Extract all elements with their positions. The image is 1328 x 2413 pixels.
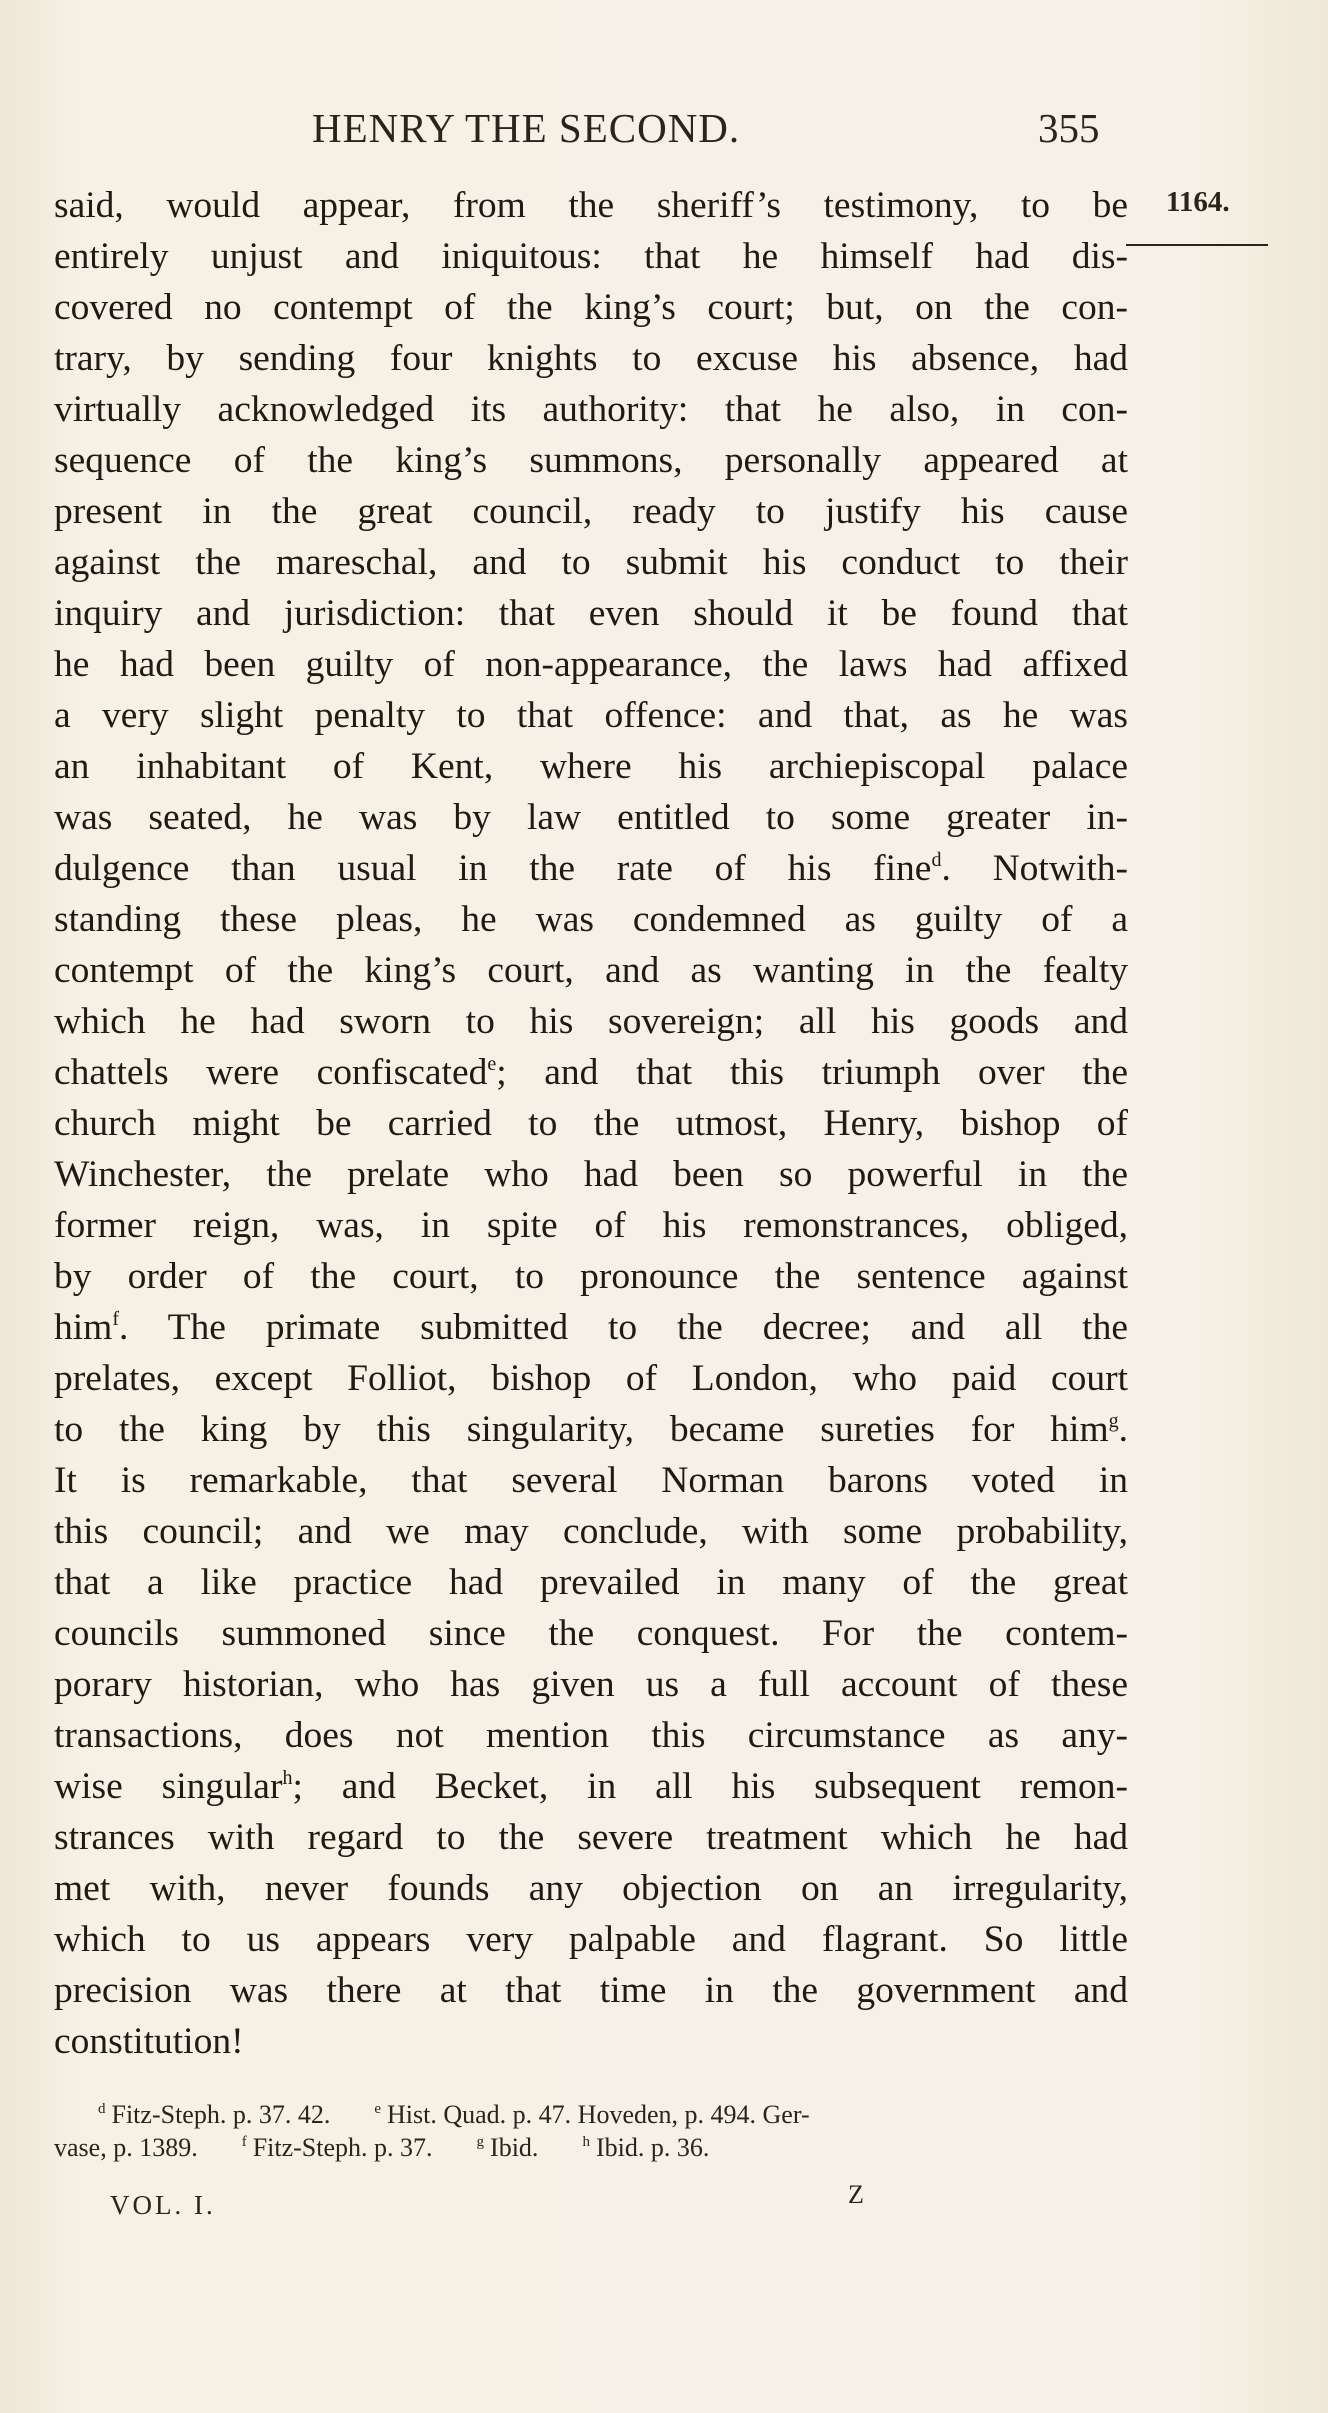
text-line [54, 282, 1128, 333]
text-line [54, 792, 1128, 843]
footnote-mark-e: e [374, 2101, 382, 2117]
text-line-content: was seated, he was by law entitled to some greater in- [54, 797, 1128, 838]
text-line-content: trary, by sending four knights to excuse his absence, had [54, 338, 1128, 379]
text-line-content: an inhabitant of Kent, where his archiepiscopal palace [54, 746, 1128, 787]
text-line-content: him [54, 1307, 113, 1348]
footnote-line-2 [54, 2131, 1128, 2164]
text-line-content: chattels were confiscated [54, 1052, 488, 1093]
text-line-content: Winchester, the prelate who had been so powerful in the [54, 1154, 1128, 1195]
text-line-content: precision was there at that time in the government and [54, 1970, 1128, 2011]
text-line [54, 1404, 1128, 1455]
text-line-content: to the king by this singularity, became sureties for him [54, 1409, 1109, 1450]
text-line [54, 945, 1128, 996]
text-line [54, 1812, 1128, 1863]
text-line [54, 588, 1128, 639]
text-line [54, 537, 1128, 588]
text-line-content: met with, never founds any objection on an irregularity, [54, 1868, 1128, 1909]
text-line [54, 1965, 1128, 2016]
footnote-mark-g: g [476, 2134, 485, 2150]
footnote-e: Hist. Quad. p. 47. Hoveden, p. 494. Ger- [387, 2100, 810, 2129]
volume-label: VOL. I. [110, 2190, 216, 2220]
footnote-line-1 [54, 2098, 1128, 2131]
text-line-content: councils summoned since the conquest. For the contem- [54, 1613, 1128, 1654]
text-line [54, 435, 1128, 486]
text-line-content: contempt of the king’s court, and as wanting in the fealty [54, 950, 1128, 991]
text-line [54, 1455, 1128, 1506]
text-line [54, 1710, 1128, 1761]
text-line-content: porary historian, who has given us a full account of these [54, 1664, 1128, 1705]
text-line-continuation: . Notwith- [941, 848, 1128, 889]
text-line [54, 180, 1128, 231]
footnote-reference: e [487, 1053, 497, 1075]
footnote-reference: h [282, 1767, 293, 1789]
text-line [54, 2016, 1128, 2067]
margin-year-note: 1164. [1166, 186, 1230, 218]
text-line-content: against the mareschal, and to submit his conduct to their [54, 542, 1128, 583]
footnote-mark-h: h [582, 2134, 590, 2150]
text-line-content: said, would appear, from the sheriff’s testimony, to be [54, 185, 1128, 226]
text-line-content: he had been guilty of non-appearance, the laws had affixed [54, 644, 1128, 685]
text-line [54, 1149, 1128, 1200]
text-line-content: constitution! [54, 2021, 244, 2062]
text-line [54, 231, 1128, 282]
footnote-mark-f: f [241, 2134, 247, 2150]
text-line [54, 1557, 1128, 1608]
text-line [54, 1302, 1128, 1353]
text-line [54, 1506, 1128, 1557]
text-line-continuation: ; and that this triumph over the [496, 1052, 1128, 1093]
text-line-content: former reign, was, in spite of his remonstrances, obliged, [54, 1205, 1128, 1246]
footnote-g: Ibid. [490, 2133, 539, 2162]
text-line [54, 1761, 1128, 1812]
text-line [54, 741, 1128, 792]
text-line [54, 1914, 1128, 1965]
text-line-continuation: . The primate submitted to the decree; and all the [119, 1307, 1128, 1348]
text-line [54, 690, 1128, 741]
margin-rule [1126, 244, 1268, 246]
text-line-content: standing these pleas, he was condemned as guilty of a [54, 899, 1128, 940]
text-line-content: dulgence than usual in the rate of his fine [54, 848, 932, 889]
text-line [54, 384, 1128, 435]
text-line-content: strances with regard to the severe treatment which he had [54, 1817, 1128, 1858]
text-line [54, 1047, 1128, 1098]
text-line-content: this council; and we may conclude, with some probability, [54, 1511, 1128, 1552]
footnote-e-continued: vase, p. 1389. [54, 2133, 198, 2162]
signature-mark: Z [848, 2180, 864, 2209]
text-line [54, 996, 1128, 1047]
page-number: 355 [1038, 105, 1100, 151]
text-line-content: which to us appears very palpable and flagrant. So little [54, 1919, 1128, 1960]
text-line [54, 486, 1128, 537]
text-line [54, 1608, 1128, 1659]
text-line-content: a very slight penalty to that offence: and that, as he was [54, 695, 1128, 736]
text-line [54, 333, 1128, 384]
footnote-d: Fitz-Steph. p. 37. 42. [111, 2100, 331, 2129]
footnote-reference: d [931, 849, 942, 871]
text-line [54, 894, 1128, 945]
text-line-content: covered no contempt of the king’s court; but, on the con- [54, 287, 1128, 328]
footnote-reference: f [112, 1308, 120, 1330]
text-line-content: It is remarkable, that several Norman barons voted in [54, 1460, 1128, 1501]
text-line-continuation: ; and Becket, in all his subsequent remon- [292, 1766, 1128, 1807]
body-text [54, 180, 1128, 2067]
text-line-content: present in the great council, ready to justify his cause [54, 491, 1128, 532]
text-line [54, 1863, 1128, 1914]
text-line-content: inquiry and jurisdiction: that even should it be found that [54, 593, 1128, 634]
text-line [54, 1659, 1128, 1710]
text-line [54, 843, 1128, 894]
text-line-content: that a like practice had prevailed in many of the great [54, 1562, 1128, 1603]
text-line [54, 1353, 1128, 1404]
footnote-h: Ibid. p. 36. [595, 2133, 710, 2162]
text-line-content: church might be carried to the utmost, Henry, bishop of [54, 1103, 1128, 1144]
text-line-content: sequence of the king’s summons, personally appeared at [54, 440, 1128, 481]
footnotes [54, 2098, 1128, 2164]
running-head-title: HENRY THE SECOND. [312, 105, 741, 151]
text-line-content: entirely unjust and iniquitous: that he himself had dis- [54, 236, 1128, 277]
footnote-reference: g [1108, 1410, 1119, 1432]
text-line [54, 1098, 1128, 1149]
text-line-content: transactions, does not mention this circumstance as any- [54, 1715, 1128, 1756]
text-line [54, 639, 1128, 690]
text-line-content: virtually acknowledged its authority: that he also, in con- [54, 389, 1128, 430]
footnote-mark-d: d [98, 2101, 106, 2117]
text-line [54, 1251, 1128, 1302]
text-line-content: wise singular [54, 1766, 283, 1807]
text-line-content: prelates, except Folliot, bishop of London, who paid court [54, 1358, 1128, 1399]
text-line-continuation: . [1118, 1409, 1128, 1450]
text-line-content: which he had sworn to his sovereign; all his goods and [54, 1001, 1128, 1042]
footnote-f: Fitz-Steph. p. 37. [252, 2133, 433, 2162]
text-line [54, 1200, 1128, 1251]
text-line-content: by order of the court, to pronounce the sentence against [54, 1256, 1128, 1297]
